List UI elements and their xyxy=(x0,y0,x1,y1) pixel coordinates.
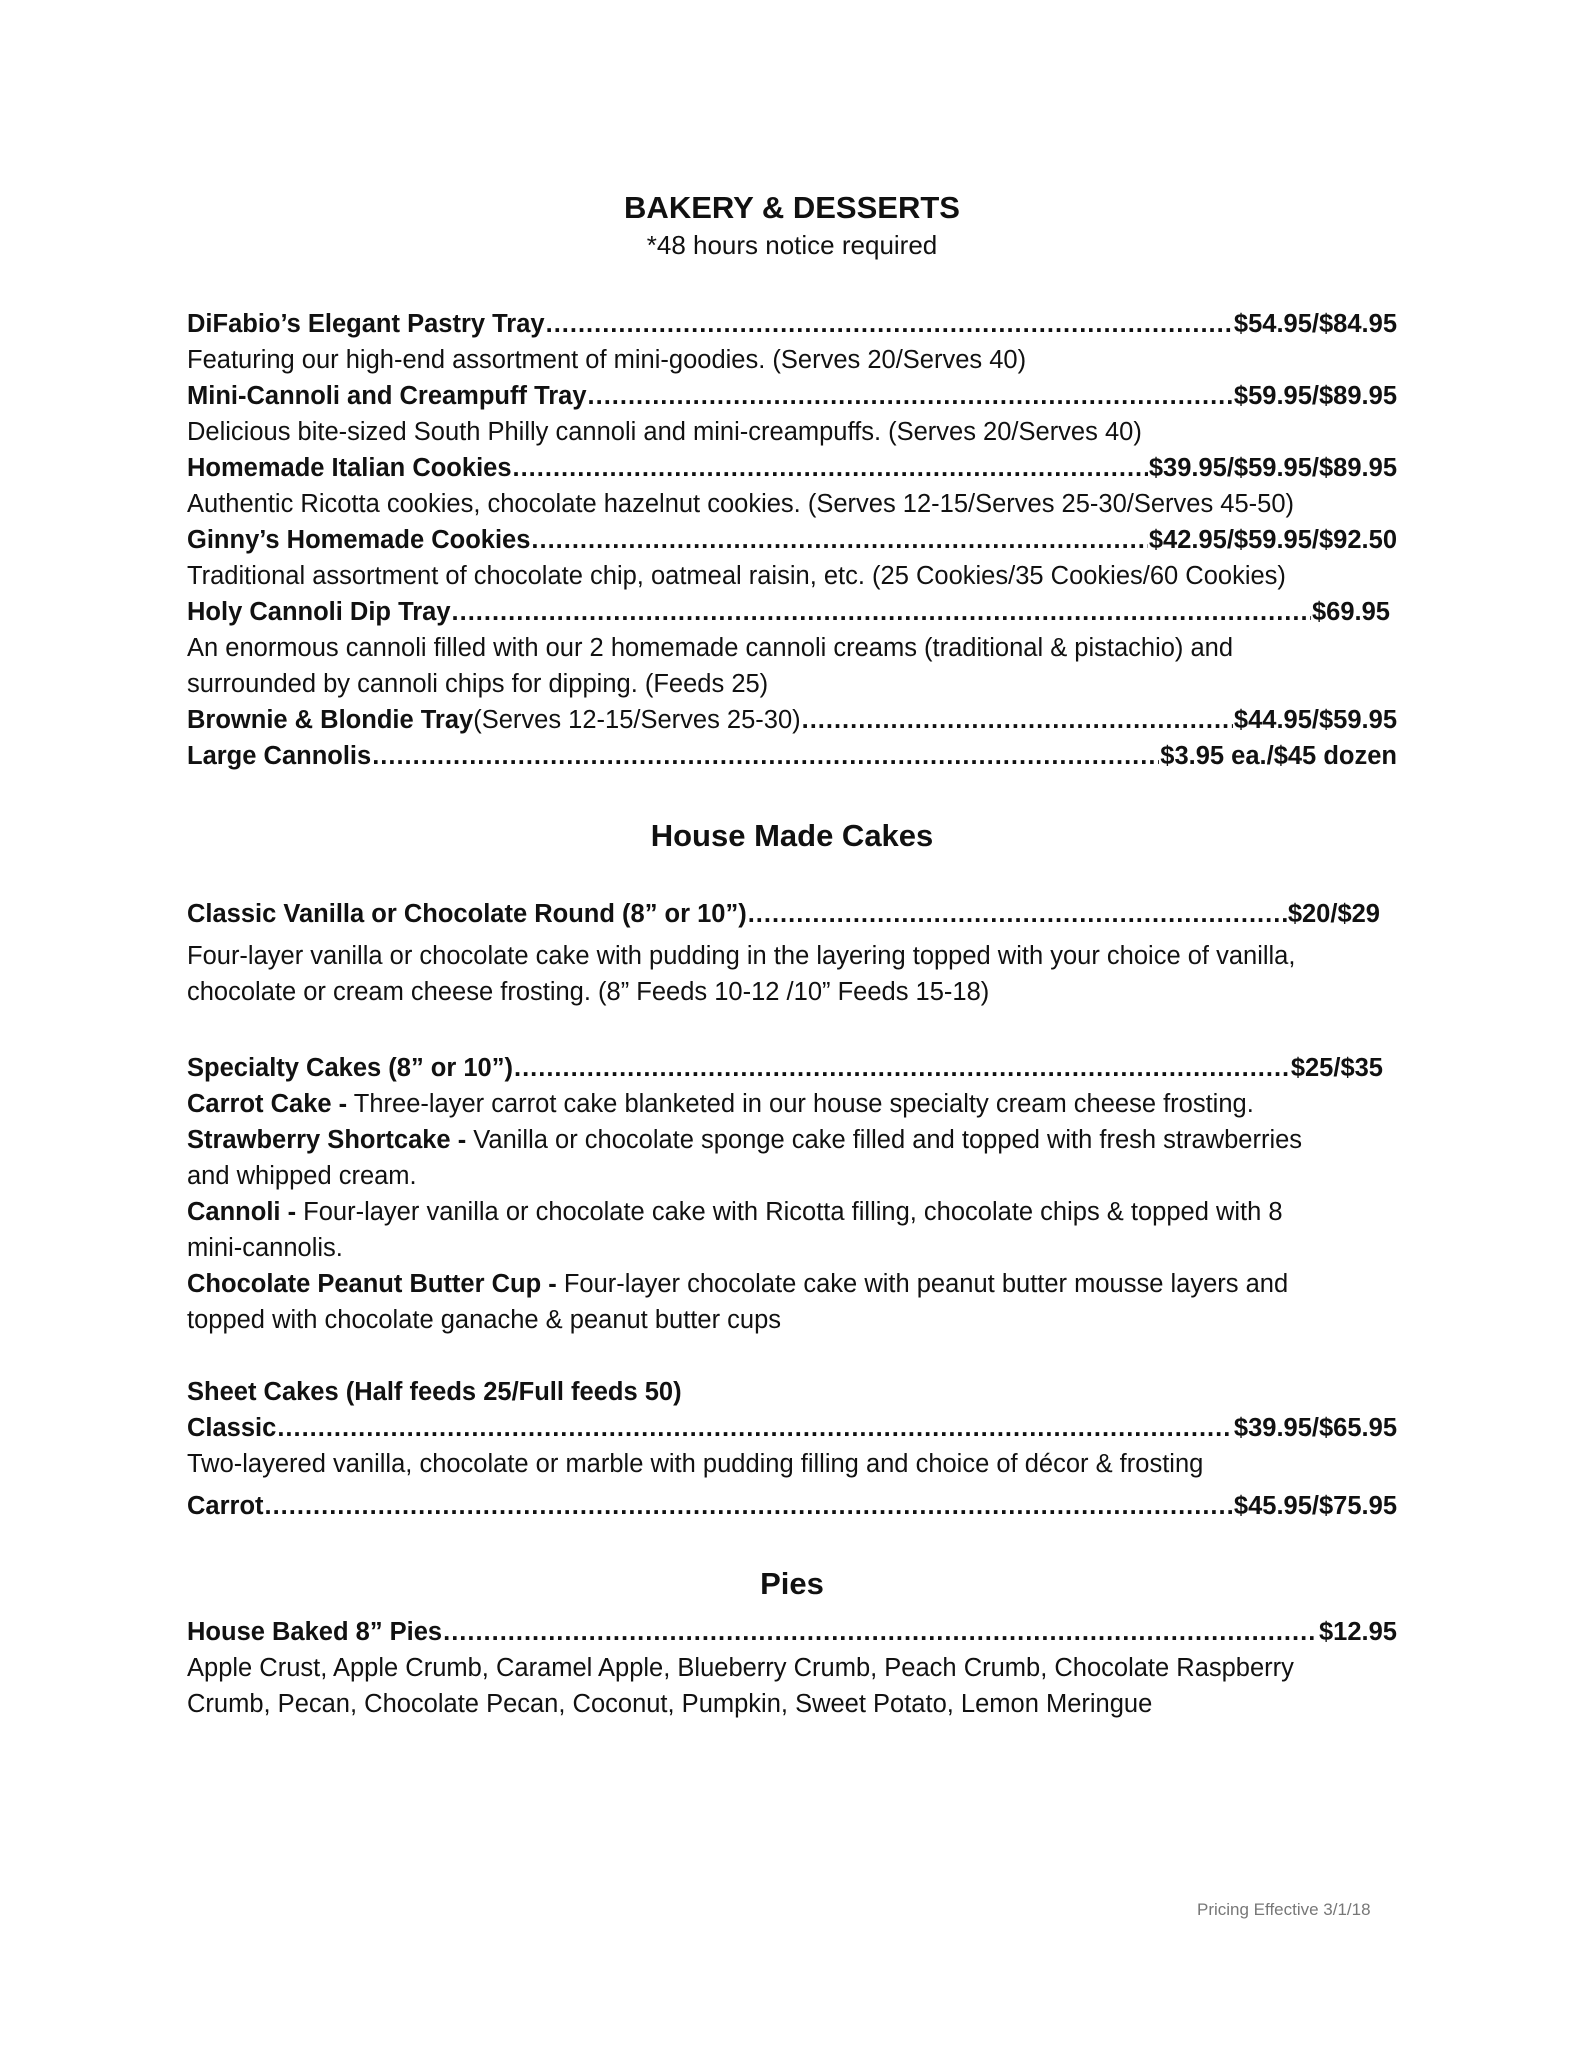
item-price: $44.95/$59.95 xyxy=(1233,706,1397,734)
item-name: Large Cannolis xyxy=(187,742,372,770)
bakery-title: BAKERY & DESSERTS xyxy=(624,190,960,225)
item-price: $25/$35 xyxy=(1290,1054,1383,1082)
leader-dots xyxy=(588,378,1233,414)
specialty-cannoli xyxy=(187,1194,1397,1230)
item-description: Traditional assortment of chocolate chip, oatmeal raisin, etc. (25 Cookies/35 Cookies/60 Cookies) xyxy=(187,562,1286,590)
item-price: $69.95 xyxy=(1312,598,1390,626)
item-name: Brownie & Blondie Tray xyxy=(187,706,474,734)
flavor-description: topped with chocolate ganache & peanut butter cups xyxy=(187,1306,782,1334)
item-serving: (Serves 12-15/Serves 25-30) xyxy=(473,706,801,734)
flavor-label: Carrot Cake - xyxy=(187,1090,348,1118)
item-price: $12.95 xyxy=(1319,1618,1397,1646)
flavor-description: Vanilla or chocolate sponge cake filled and topped with fresh strawberries xyxy=(466,1126,1303,1154)
leader-dots xyxy=(513,450,1148,486)
leader-dots xyxy=(546,306,1233,342)
leader-dots xyxy=(443,1614,1318,1650)
item-price: $20/$29 xyxy=(1287,900,1380,928)
pricing-effective-footer: Pricing Effective 3/1/18 xyxy=(1197,1900,1371,1919)
item-name: Classic Vanilla or Chocolate Round (8” or 10”) xyxy=(187,900,747,928)
item-price: $54.95/$84.95 xyxy=(1233,310,1397,338)
leader-dots xyxy=(514,1050,1290,1086)
pies-title: Pies xyxy=(760,1566,824,1601)
cakes-title: House Made Cakes xyxy=(650,818,934,853)
item-description: Delicious bite-sized South Philly cannoli and mini-creampuffs. (Serves 20/Serves 40) xyxy=(187,418,1142,446)
specialty-carrot xyxy=(187,1086,1397,1122)
item-name: Ginny’s Homemade Cookies xyxy=(187,526,531,554)
flavor-label: Chocolate Peanut Butter Cup - xyxy=(187,1270,557,1298)
flavor-description: Four-layer vanilla or chocolate cake with Ricotta filling, chocolate chips & topped with 8 xyxy=(296,1198,1283,1226)
bakery-item-large-cannolis xyxy=(187,738,1397,774)
item-price: $39.95/$65.95 xyxy=(1233,1414,1397,1442)
item-description: Apple Crust, Apple Crumb, Caramel Apple, Blueberry Crumb, Peach Crumb, Chocolate Raspberry xyxy=(187,1654,1294,1682)
item-name: Carrot xyxy=(187,1492,264,1520)
item-description: surrounded by cannoli chips for dipping. (Feeds 25) xyxy=(187,670,769,698)
notice-text: *48 hours notice required xyxy=(646,230,938,260)
sheet-item-carrot xyxy=(187,1488,1397,1524)
leader-dots xyxy=(265,1488,1233,1524)
bakery-item-italian-cookies xyxy=(187,450,1397,486)
item-price: $45.95/$75.95 xyxy=(1233,1492,1397,1520)
specialty-strawberry xyxy=(187,1122,1397,1158)
item-name: Holy Cannoli Dip Tray xyxy=(187,598,451,626)
item-description: Four-layer vanilla or chocolate cake with pudding in the layering topped with your choice of vanilla, xyxy=(187,942,1296,970)
item-description: chocolate or cream cheese frosting. (8” Feeds 10-12 /10” Feeds 15-18) xyxy=(187,978,990,1006)
item-price: $59.95/$89.95 xyxy=(1233,382,1397,410)
bakery-item-ginnys-cookies xyxy=(187,522,1397,558)
item-name: Specialty Cakes (8” or 10”) xyxy=(187,1054,513,1082)
cake-item-specialty xyxy=(187,1050,1383,1086)
leader-dots xyxy=(748,896,1287,932)
flavor-description: Four-layer chocolate cake with peanut butter mousse layers and xyxy=(556,1270,1289,1298)
flavor-description: mini-cannolis. xyxy=(187,1234,343,1262)
leader-dots xyxy=(531,522,1147,558)
leader-dots xyxy=(802,702,1233,738)
bakery-item-brownie-blondie xyxy=(187,702,1397,738)
item-price: $3.95 ea./$45 dozen xyxy=(1160,742,1397,770)
item-name: House Baked 8” Pies xyxy=(187,1618,443,1646)
item-price: $42.95/$59.95/$92.50 xyxy=(1148,526,1397,554)
bakery-item-mini-cannoli xyxy=(187,378,1397,414)
item-description: Crumb, Pecan, Chocolate Pecan, Coconut, Pumpkin, Sweet Potato, Lemon Meringue xyxy=(187,1690,1153,1718)
item-name: DiFabio’s Elegant Pastry Tray xyxy=(187,310,545,338)
specialty-peanut-butter-cup xyxy=(187,1266,1397,1302)
leader-dots xyxy=(452,594,1311,630)
flavor-label: Strawberry Shortcake - xyxy=(187,1126,467,1154)
item-description: Two-layered vanilla, chocolate or marble with pudding filling and choice of décor & frosting xyxy=(187,1450,1204,1478)
flavor-description: and whipped cream. xyxy=(187,1162,417,1190)
flavor-label: Cannoli - xyxy=(187,1198,297,1226)
item-description: Authentic Ricotta cookies, chocolate hazelnut cookies. (Serves 12-15/Serves 25-30/Serves 45-50) xyxy=(187,490,1295,518)
item-description: Featuring our high-end assortment of mini-goodies. (Serves 20/Serves 40) xyxy=(187,346,1027,374)
item-name: Classic xyxy=(187,1414,277,1442)
bakery-item-cannoli-dip xyxy=(187,594,1390,630)
pie-item-house-baked xyxy=(187,1614,1397,1650)
item-name: Homemade Italian Cookies xyxy=(187,454,512,482)
sheet-cakes-heading: Sheet Cakes (Half feeds 25/Full feeds 50) xyxy=(187,1378,682,1406)
sheet-item-classic xyxy=(187,1410,1397,1446)
bakery-item-pastry-tray xyxy=(187,306,1397,342)
flavor-description: Three-layer carrot cake blanketed in our house specialty cream cheese frosting. xyxy=(347,1090,1254,1118)
item-price: $39.95/$59.95/$89.95 xyxy=(1148,454,1397,482)
leader-dots xyxy=(277,1410,1233,1446)
leader-dots xyxy=(372,738,1159,774)
cake-item-classic-round xyxy=(187,896,1380,932)
item-description: An enormous cannoli filled with our 2 homemade cannoli creams (traditional & pistachio) and xyxy=(187,634,1234,662)
item-name: Mini-Cannoli and Creampuff Tray xyxy=(187,382,587,410)
